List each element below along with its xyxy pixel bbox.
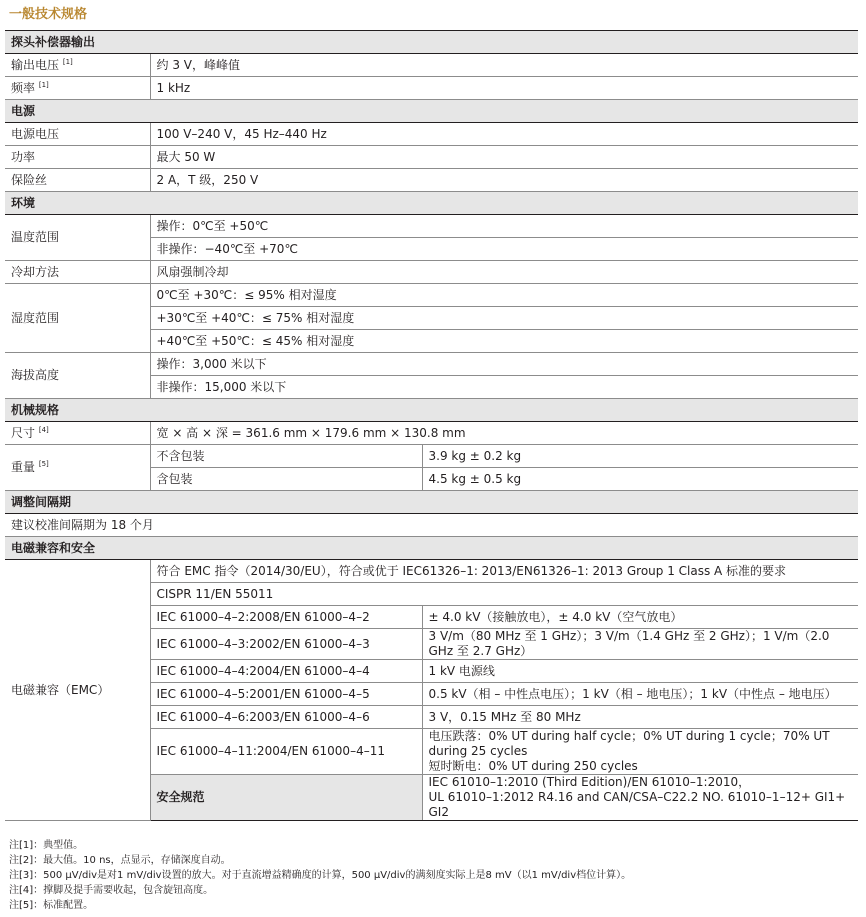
label-output-voltage: 输出电压 xyxy=(11,57,60,72)
footnotes xyxy=(9,838,859,913)
row-output-voltage xyxy=(5,54,858,77)
page-title: 一般技术规格 xyxy=(9,7,88,22)
row-weight-without-package xyxy=(5,445,858,468)
value-temperature-non-operating: 非操作：−40℃至 +70℃ xyxy=(150,238,858,261)
label-with-package: 含包装 xyxy=(150,468,422,491)
safety-line1: IEC 61010–1:2010 (Third Edition)/EN 61010–1:2010， xyxy=(428,775,751,789)
row-emc-compliance xyxy=(5,560,858,583)
note-ref: [1] xyxy=(38,80,49,89)
label-without-package: 不含包装 xyxy=(150,445,422,468)
emc-test-standard: IEC 61000–4–2:2008/EN 61000–4–2 xyxy=(150,606,422,629)
emc-test-standard: IEC 61000–4–5:2001/EN 61000–4–5 xyxy=(150,683,422,706)
row-wattage xyxy=(5,146,858,169)
value-humidity-3: +40℃至 +50℃：≤ 45% 相对湿度 xyxy=(150,330,858,353)
label-safety: 安全规范 xyxy=(150,775,422,821)
footnote: 注[3]：500 μV/div是对1 mV/div设置的放大。对于直流增益精确度的计算，500 μV/div的满刻度实际上是8 mV（以1 mV/div档位计算）。 xyxy=(9,870,632,881)
emc-test-standard: IEC 61000–4–4:2004/EN 61000–4–4 xyxy=(150,660,422,683)
label-humidity: 湿度范围 xyxy=(5,284,150,353)
value-dimensions: 宽 × 高 × 深 = 361.6 mm × 179.6 mm × 130.8 mm xyxy=(150,422,858,445)
row-calibration xyxy=(5,514,858,537)
emc-test-value: 1 kV 电源线 xyxy=(422,660,858,683)
value-without-package: 3.9 kg ± 0.2 kg xyxy=(422,445,858,468)
value-altitude-non-operating: 非操作：15,000 米以下 xyxy=(150,376,858,399)
value-temperature-operating: 操作：0℃至 +50℃ xyxy=(150,215,858,238)
row-humidity-1 xyxy=(5,284,858,307)
emc-test-11-line1: 电压跌落：0% UT during half cycle；0% UT during 1 cycle；70% UT during 25 cycles xyxy=(428,729,830,758)
emc-test-value: 0.5 kV（相 – 中性点电压）；1 kV（相 – 地电压）；1 kV（中性点 – 地电压） xyxy=(422,683,858,706)
spec-table xyxy=(5,30,858,821)
note-ref: [5] xyxy=(38,460,49,468)
section-probe-compensator: 探头补偿器输出 xyxy=(5,31,858,54)
footnote: 注[1]：典型值。 xyxy=(9,840,84,851)
row-cooling xyxy=(5,261,858,284)
footnote: 注[4]：撑脚及提手需要收起，包含旋钮高度。 xyxy=(9,885,214,896)
emc-test-value: 3 V/m（80 MHz 至 1 GHz）；3 V/m（1.4 GHz 至 2 GHz）；1 V/m（2.0 GHz 至 2.7 GHz） xyxy=(422,629,858,660)
label-fuse: 保险丝 xyxy=(5,169,150,192)
value-calibration: 建议校准间隔期为 18 个月 xyxy=(5,514,858,537)
emc-test-11-line2: 短时断电：0% UT during 250 cycles xyxy=(428,759,638,773)
row-power-voltage xyxy=(5,123,858,146)
value-altitude-operating: 操作：3,000 米以下 xyxy=(150,353,858,376)
emc-test-standard: IEC 61000–4–6:2003/EN 61000–4–6 xyxy=(150,706,422,729)
label-wattage: 功率 xyxy=(5,146,150,169)
section-mechanical: 机械规格 xyxy=(5,399,858,422)
value-humidity-1: 0℃至 +30℃：≤ 95% 相对湿度 xyxy=(150,284,858,307)
value-fuse: 2 A，T 级，250 V xyxy=(150,169,858,192)
row-frequency xyxy=(5,77,858,100)
label-temperature: 温度范围 xyxy=(5,215,150,261)
row-dimensions xyxy=(5,422,858,445)
label-weight: 重量 xyxy=(11,460,36,474)
label-dimensions: 尺寸 xyxy=(11,425,36,440)
label-frequency: 频率 xyxy=(11,80,36,95)
value-frequency: 1 kHz xyxy=(150,77,858,100)
footnote: 注[5]：标准配置。 xyxy=(9,900,94,911)
row-fuse xyxy=(5,169,858,192)
value-cispr: CISPR 11/EN 55011 xyxy=(150,583,858,606)
value-power-voltage: 100 V–240 V，45 Hz–440 Hz xyxy=(150,123,858,146)
row-temperature-operating xyxy=(5,215,858,238)
label-cooling: 冷却方法 xyxy=(5,261,150,284)
safety-line2: UL 61010–1:2012 R4.16 and CAN/CSA–C22.2 NO. 61010–1–12+ GI1+ GI2 xyxy=(428,790,846,819)
footnote: 注[2]：最大值。10 ns，点显示，存储深度自动。 xyxy=(9,855,231,866)
emc-test-value: ± 4.0 kV（接触放电），± 4.0 kV（空气放电） xyxy=(422,606,858,629)
emc-test-standard: IEC 61000–4–11:2004/EN 61000–4–11 xyxy=(150,729,422,775)
value-with-package: 4.5 kg ± 0.5 kg xyxy=(422,468,858,491)
value-cooling: 风扇强制冷却 xyxy=(150,261,858,284)
note-ref: [4] xyxy=(38,425,49,434)
section-emc-safety: 电磁兼容和安全 xyxy=(5,537,858,560)
emc-test-value: 3 V，0.15 MHz 至 80 MHz xyxy=(422,706,858,729)
label-altitude: 海拔高度 xyxy=(5,353,150,399)
section-calibration-interval: 调整间隔期 xyxy=(5,491,858,514)
value-wattage: 最大 50 W xyxy=(150,146,858,169)
section-environment: 环境 xyxy=(5,192,858,215)
row-altitude-operating xyxy=(5,353,858,376)
label-power-voltage: 电源电压 xyxy=(5,123,150,146)
value-emc-compliance: 符合 EMC 指令（2014/30/EU），符合或优于 IEC61326–1: 2013/EN61326–1: 2013 Group 1 Class A 标准的要求 xyxy=(150,560,858,583)
label-emc: 电磁兼容（EMC） xyxy=(5,560,150,821)
value-humidity-2: +30℃至 +40℃：≤ 75% 相对湿度 xyxy=(150,307,858,330)
note-ref: [1] xyxy=(62,57,73,66)
value-output-voltage: 约 3 V，峰峰值 xyxy=(150,54,858,77)
emc-test-standard: IEC 61000–4–3:2002/EN 61000–4–3 xyxy=(150,629,422,660)
section-power: 电源 xyxy=(5,100,858,123)
